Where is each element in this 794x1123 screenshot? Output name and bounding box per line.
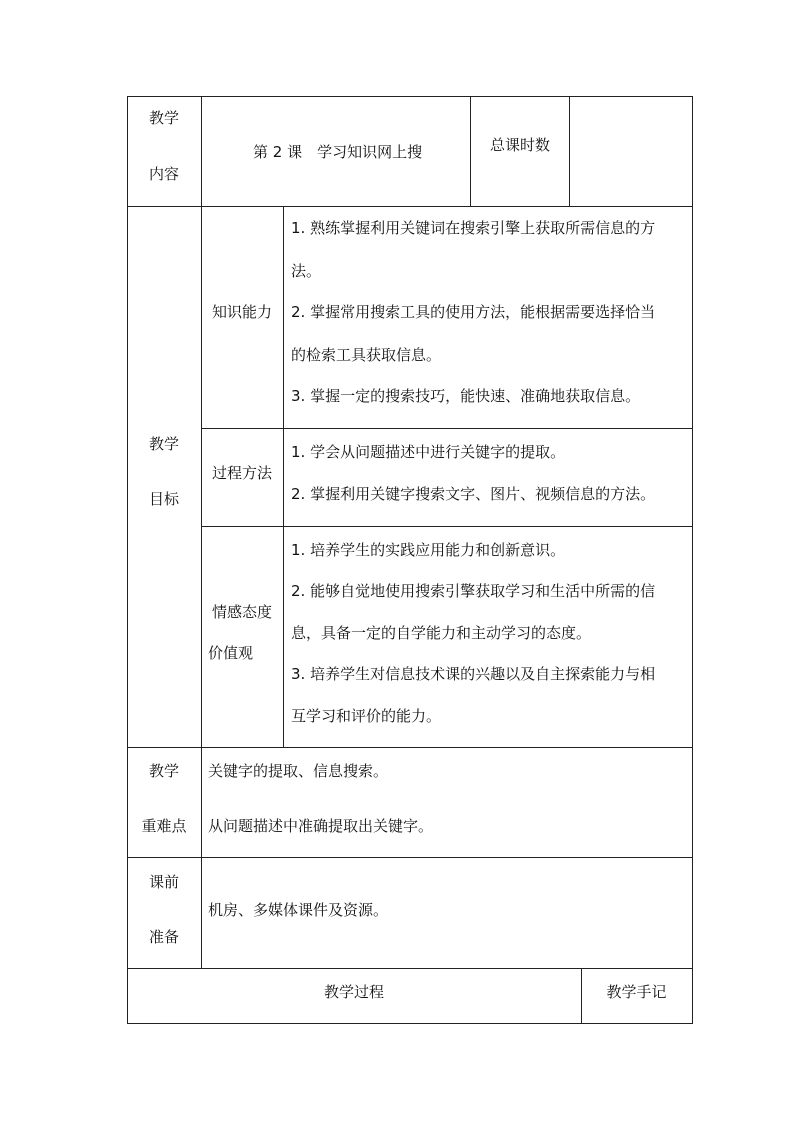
attitude-label-line2: 价值观 [208,644,254,662]
knowledge-line: 的检索工具获取信息。 [291,346,442,364]
key-point-line: 从问题描述中准确提取出关键字。 [208,817,434,835]
total-hours-label: 总课时数 [489,136,550,154]
knowledge-line: 3. 掌握一定的搜索技巧，能快速、准确地获取信息。 [291,387,641,405]
knowledge-line: 2. 掌握常用搜索工具的使用方法，能根据需要选择恰当 [291,303,656,321]
objectives-label-line2: 目标 [148,490,179,508]
row-divider [201,526,693,527]
objectives-label-line1: 教学 [148,435,179,453]
table-border-top [127,96,693,97]
process-method-label: 过程方法 [211,464,272,482]
attitude-line: 1. 培养学生的实践应用能力和创新意识。 [291,541,566,559]
process-line: 2. 掌握利用关键字搜索文字、图片、视频信息的方法。 [291,485,656,503]
content-label-line2: 内容 [148,165,179,183]
row-divider [127,968,693,969]
attitude-line: 3. 培养学生对信息技术课的兴趣以及自主探索能力与相 [291,665,656,683]
row-divider [127,747,693,748]
teaching-notes-header: 教学手记 [606,983,667,1001]
table-border-bottom [127,1023,693,1024]
column-divider [283,206,284,748]
row-divider [127,206,693,207]
teaching-process-header: 教学过程 [323,983,384,1001]
attitude-label-line1: 情感态度 [211,603,272,621]
preparation-label-line1: 课前 [148,873,179,891]
knowledge-ability-label: 知识能力 [211,303,272,321]
table-border-right [692,96,693,1024]
process-line: 1. 学会从问题描述中进行关键字的提取。 [291,443,566,461]
key-points-label-line2: 重难点 [141,817,187,835]
attitude-line: 2. 能够自觉地使用搜索引擎获取学习和生活中所需的信 [291,582,656,600]
attitude-line: 息，具备一定的自学能力和主动学习的态度。 [291,624,592,642]
row-divider [201,428,693,429]
row-divider [127,857,693,858]
lesson-title: 第 2 课 学习知识网上搜 [253,143,423,161]
attitude-line: 互学习和评价的能力。 [291,707,442,725]
key-point-line: 关键字的提取、信息搜索。 [208,762,389,780]
content-label-line1: 教学 [148,109,179,127]
knowledge-line: 1. 熟练掌握利用关键词在搜索引擎上获取所需信息的方 [291,219,656,237]
preparation-text: 机房、多媒体课件及资源。 [208,901,389,919]
key-points-label-line1: 教学 [148,762,179,780]
column-divider [201,96,202,969]
knowledge-line: 法。 [291,262,322,280]
preparation-label-line2: 准备 [148,928,179,946]
